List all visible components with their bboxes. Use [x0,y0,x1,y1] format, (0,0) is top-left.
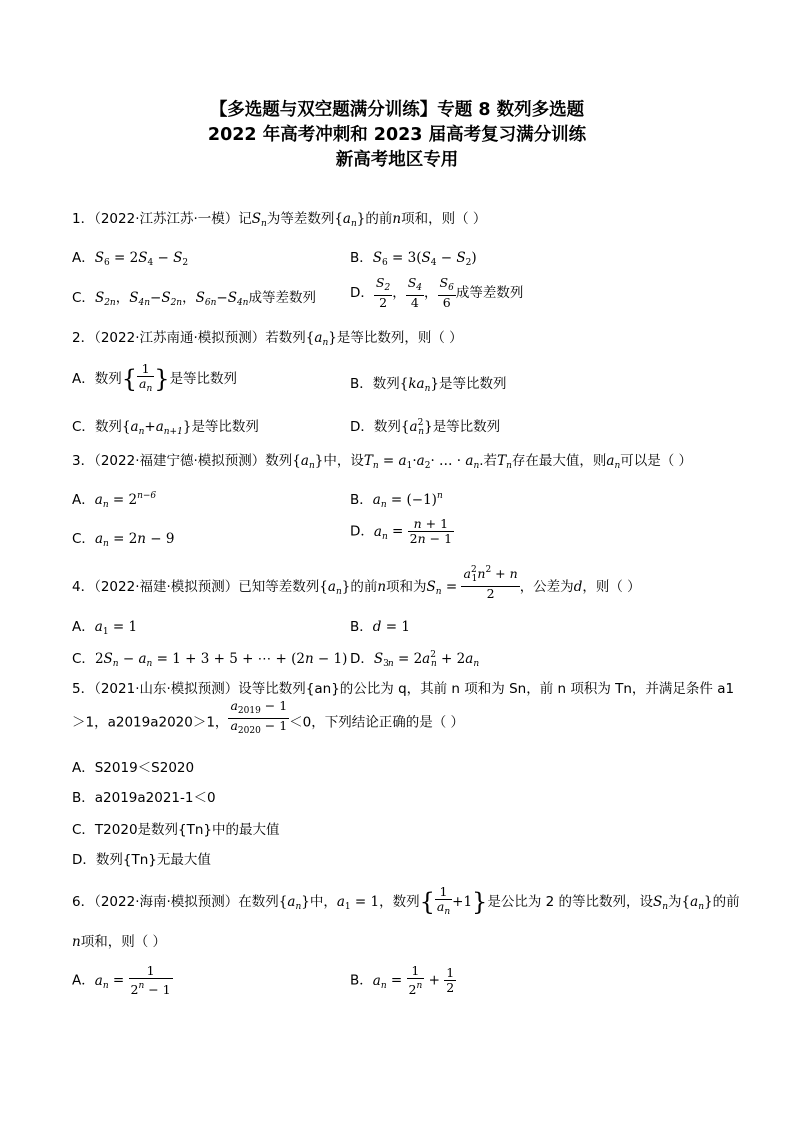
question-3-stem: 3．（2022·福建宁德·模拟预测）数列$\{a_n\}$中，设$T_n = a_1\cdot a_2\cdot$ … · $a_n$.若$T_n$存在最大值，则$a_n$可以是（ ） [72,453,693,471]
question-6-option-a[interactable]: A．$a_n$ = $\frac{1}{2^n - 1}$ [72,963,171,997]
question-4-option-a[interactable]: A．$a_1 = 1$ [72,619,138,637]
title-line-1: 【多选题与双空题满分训练】专题 8 数列多选题 [209,100,585,120]
question-5-option-a[interactable]: A．S2019＜S2020 [72,760,195,776]
question-3-option-b[interactable]: B．$a_n = (-1)^n$ [350,491,443,510]
question-3-option-d[interactable]: D．$a_n$ = $\frac{n + 1}{2n - 1}$ [350,516,453,546]
question-4-stem: 4．（2022·福建·模拟预测）已知等差数列$\{a_n\}$的前n项和为$S_n$ = $\frac{a^2_1n^2 + n}{2}$ ，公差为d，则（ ） [72,565,641,601]
question-1-option-d[interactable]: D． $\frac{S_2}{2}$ ， $\frac{S_4}{4}$ ， $\frac{S_6}{6}$ 成等差数列 [350,275,524,310]
question-2-option-b[interactable]: B．数列$\{ka_n\}$是等比数列 [350,376,507,394]
question-3-option-a[interactable]: A．$a_n = 2^{n-6}$ [72,491,157,510]
question-1-stem: 1．（2022·江苏江苏·一模）记$S_n$为等差数列$\{a_n\}$的前n项和，则（ ） [72,211,487,229]
question-2-option-d[interactable]: D．数列$\{a^2_n\}$是等比数列 [350,418,501,437]
question-6-stem-line-2: n项和，则（ ） [72,934,166,950]
question-4-option-c[interactable]: C．$2S_n - a_n = 1 + 3 + 5$ + ⋯ + (2n − 1) [72,651,348,669]
question-2-option-c[interactable]: C．数列$\{a_n+a_{n+1}\}$是等比数列 [72,419,259,437]
question-1-option-b[interactable]: B．$S_6 = 3(S_4 - S_2)$ [350,250,477,268]
question-5-option-b[interactable]: B．a2019a2021-1＜0 [72,790,216,806]
title-line-3: 新高考地区专用 [335,150,459,170]
title-line-2: 2022 年高考冲刺和 2023 届高考复习满分训练 [207,125,587,145]
document-title [0,98,794,173]
question-5-stem-line-1: 5．（2021·山东·模拟预测）设等比数列{an}的公比为 q，其前 n 项和为 Sn，前 n 项积为 Tn，并满足条件 a1 [72,681,735,697]
question-1-option-a[interactable]: A．$S_6 = 2S_4 - S_2$ [72,250,189,268]
question-2-option-a[interactable]: A．数列{ $\frac{1}{a_n}$ }是等比数列 [72,361,238,394]
question-4-option-d[interactable]: D．$S_{3n} = 2a^2_n + 2a_n$ [350,650,480,669]
question-1-option-c[interactable]: C．$S_{2n}$，$S_{4n}-S_{2n}$，$S_{6n}-S_{4n}$成等差数列 [72,290,316,308]
question-5-option-c[interactable]: C．T2020是数列{Tn}中的最大值 [72,822,280,838]
question-5-option-d[interactable]: D．数列{Tn}无最大值 [72,852,211,868]
question-5-stem-line-2: ＞1，a2019a2020＞1， $\frac{a_{2019} - 1}{a_{2020} - 1}$ ＜0，下列结论正确的是（ ） [72,698,465,736]
question-3-option-c[interactable]: C．$a_n = 2n - 9$ [72,531,175,549]
question-6-option-b[interactable]: B．$a_n$ = $\frac{1}{2^n}$ + $\frac{1}{2}$ [350,963,455,997]
question-2-stem: 2．（2022·江苏南通·模拟预测）若数列$\{a_n\}$是等比数列，则（ ） [72,330,463,348]
question-6-stem-line-1: 6．（2022·海南·模拟预测）在数列$\{a_n\}$中，$a_1 = 1$，数列{ $\frac{1}{a_n}$ +1}是公比为 2 的等比数列，设$S_n$为$\{a_n\}$的前 [72,884,740,917]
question-4-option-b[interactable]: B．d = 1 [350,619,410,635]
